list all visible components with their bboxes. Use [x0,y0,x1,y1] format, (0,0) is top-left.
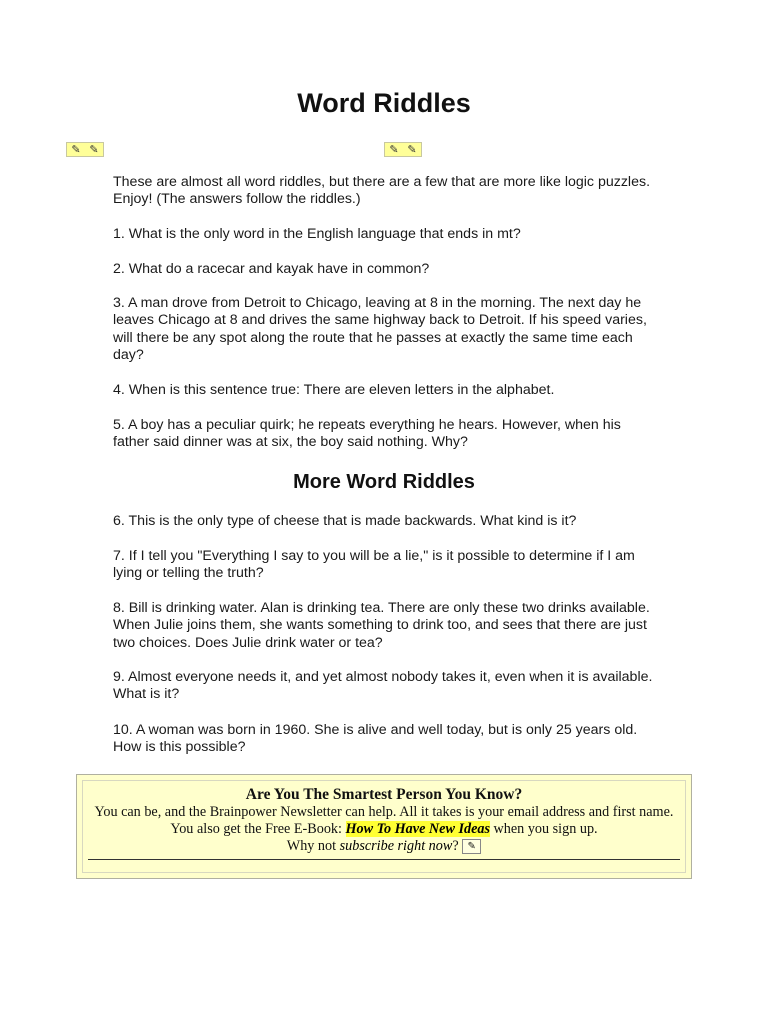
riddle-8: 8. Bill is drinking water. Alan is drinking tea. There are only these two drinks available. When Julie joins them, she wants something to drink too, and sees that there are just two choices. Does Julie drink water or tea? [113,600,650,651]
riddle-10: 10. A woman was born in 1960. She is alive and well today, but is only 25 years old. How is this possible? [113,722,638,756]
decor-pencil-icons-right [384,142,422,157]
why-not-text: Why not [286,838,340,854]
riddle-3: 3. A man drove from Detroit to Chicago, leaving at 8 in the morning. The next day he leaves Chicago at 8 and drives the same highway back to Detroit. If his speed varies, will there be any spot along the route that he passes at exactly the same time each day? [113,295,647,363]
promo-divider [88,859,680,860]
promo-body [83,804,685,855]
pencil-icon: ✎ [89,144,99,156]
pencil-icon: ✎ [407,144,417,156]
promo-heading: Are You The Smartest Person You Know? [245,786,523,803]
riddle-7: 7. If I tell you "Everything I say to you will be a lie," is it possible to determine if I am lying or telling the truth? [113,548,635,582]
promo-inner-frame [82,780,686,873]
pencil-icon: ✎ [71,144,81,156]
pencil-icon[interactable]: ✎ [462,839,481,854]
riddle-4: 4. When is this sentence true: There are eleven letters in the alphabet. [113,382,555,398]
promo-body-text-end: when you sign up. [490,821,598,837]
promo-body-text: You can be, and the Brainpower Newsletter can help. All it takes is your email address and first name. You also get the Free E-Book: [94,804,674,837]
riddle-2: 2. What do a racecar and kayak have in common? [113,261,430,277]
section-heading: More Word Riddles [293,471,475,493]
riddle-6: 6. This is the only type of cheese that is made backwards. What kind is it? [113,513,577,529]
newsletter-promo-box [76,774,692,879]
ebook-link[interactable]: How To Have New Ideas [345,821,490,837]
page-title: Word Riddles [297,88,471,118]
intro-paragraph: These are almost all word riddles, but there are a few that are more like logic puzzles. Enjoy! (The answers follow the riddles.) [113,174,651,208]
riddle-9: 9. Almost everyone needs it, and yet almost nobody takes it, even when it is available. What is it? [113,669,653,703]
riddle-5: 5. A boy has a peculiar quirk; he repeats everything he hears. However, when his father said dinner was at six, the boy said nothing. Why? [113,417,621,451]
subscribe-link[interactable]: subscribe right now [339,838,453,854]
decor-pencil-icons-left [66,142,104,157]
pencil-icon: ✎ [389,144,399,156]
question-mark-text: ? [452,838,459,854]
riddle-1: 1. What is the only word in the English language that ends in mt? [113,226,521,242]
